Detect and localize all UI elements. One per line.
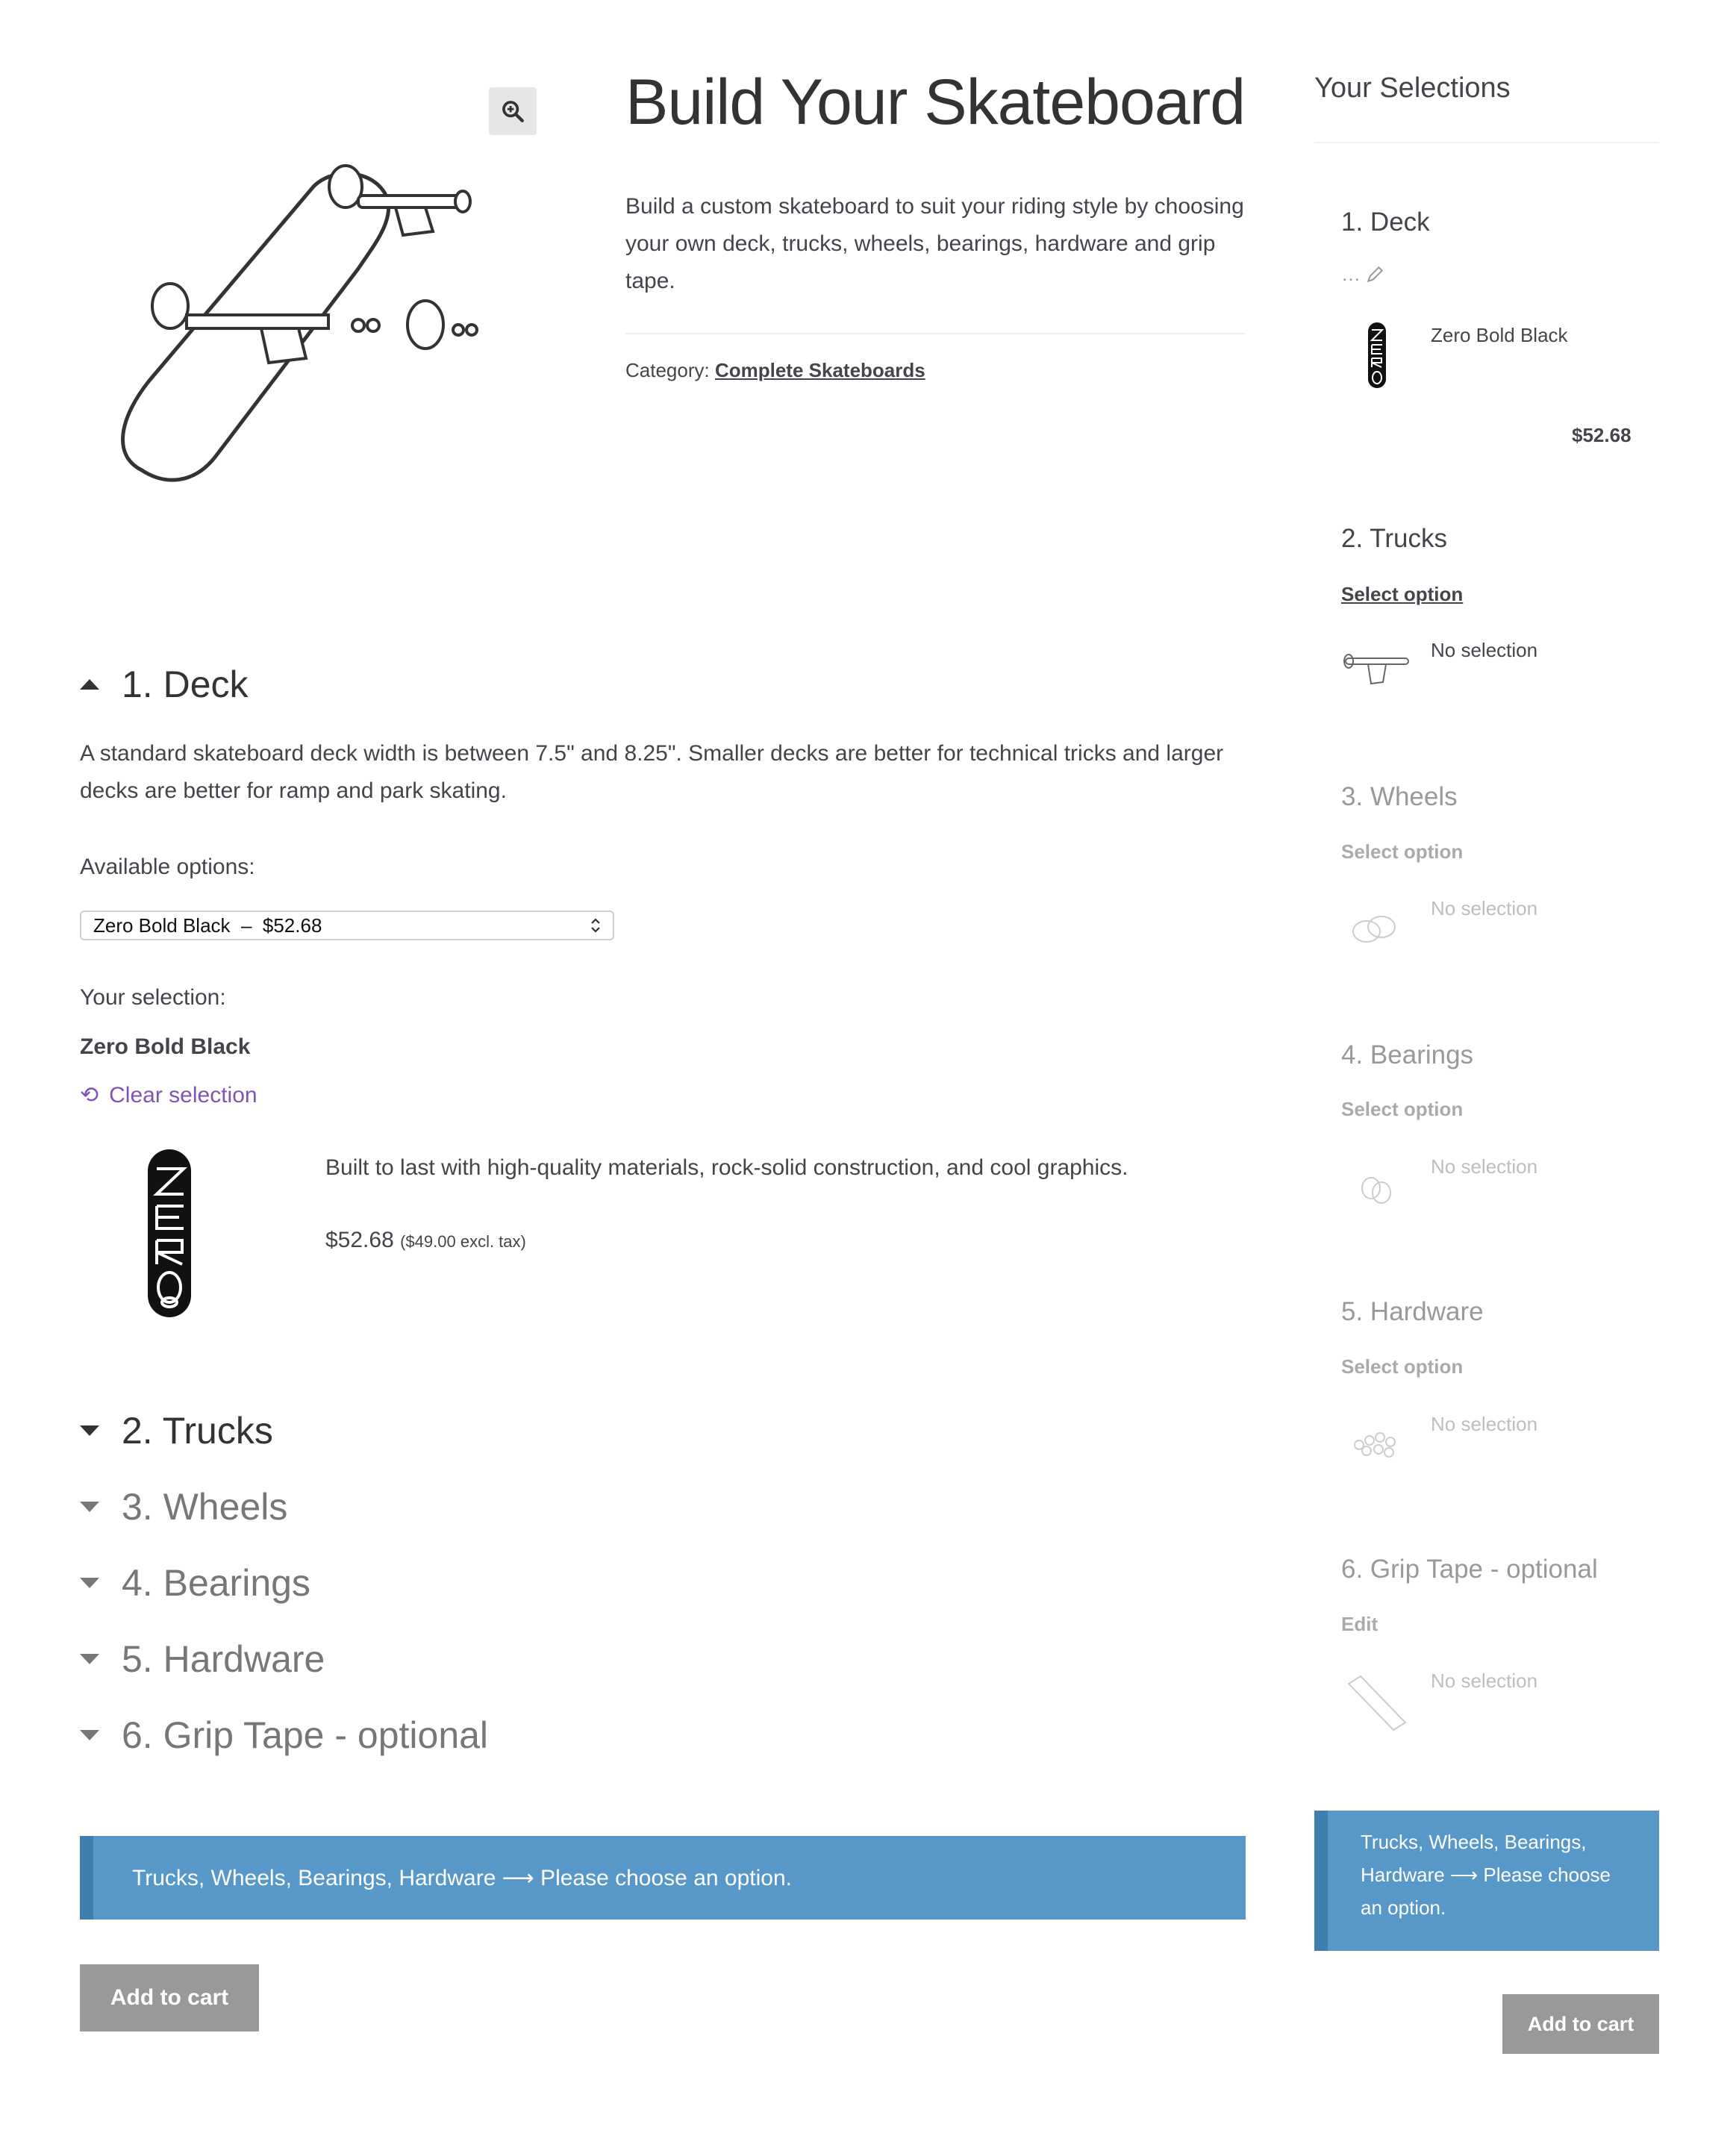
sidebar-wheels-no-selection: No selection	[1431, 897, 1538, 919]
section-grip-tape-title: 6. Grip Tape - optional	[122, 1714, 489, 1756]
section-wheels-title: 3. Wheels	[122, 1486, 288, 1528]
section-trucks-header[interactable]	[80, 1409, 273, 1452]
section-deck-header[interactable]	[80, 663, 249, 706]
price-value: $52.68	[325, 1228, 394, 1252]
expand-triangle-icon	[80, 1730, 99, 1740]
product-description: Build a custom skateboard to suit your riding style by choosing your own deck, trucks, wheels, bearings, hardware and grip tape.	[625, 194, 1244, 293]
add-to-cart-button[interactable]: Add to cart	[80, 1964, 259, 2031]
sidebar-deck-thumbnail	[1341, 319, 1413, 391]
bearings-thumbnail	[1341, 1152, 1413, 1224]
collapse-triangle-icon	[80, 679, 99, 690]
sidebar-hardware-no-selection: No selection	[1431, 1413, 1538, 1435]
refresh-icon: ⟲	[80, 1083, 99, 1108]
section-deck-title: 1. Deck	[122, 663, 249, 705]
price-excl-tax: ($49.00 excl. tax)	[400, 1232, 526, 1251]
section-bearings-header[interactable]	[80, 1561, 310, 1605]
sidebar-trucks-no-selection: No selection	[1431, 639, 1538, 661]
sidebar-divider	[1314, 142, 1659, 143]
available-options-label: Available options:	[80, 855, 255, 879]
deck-selected-option: Zero Bold Black – $52.68	[93, 913, 322, 937]
sidebar-grip-tape-edit[interactable]: Edit	[1341, 1613, 1379, 1635]
sidebar-step-trucks: 2. Trucks	[1341, 524, 1447, 553]
category-link[interactable]: Complete Skateboards	[714, 359, 925, 381]
category-label: Category:	[625, 359, 710, 381]
sidebar-bearings-no-selection: No selection	[1431, 1155, 1538, 1178]
item-description: Built to last with high-quality materials, rock-solid construction, and cool graphics.	[325, 1155, 1128, 1180]
expand-triangle-icon	[80, 1578, 99, 1588]
sidebar-deck-item: Zero Bold Black	[1431, 324, 1568, 346]
clear-selection-link[interactable]	[80, 1082, 257, 1108]
section-hardware-title: 5. Hardware	[122, 1638, 325, 1680]
wheels-thumbnail	[1341, 893, 1413, 964]
sidebar-bearings-select-option[interactable]: Select option	[1341, 1098, 1464, 1120]
skateboard-product-image[interactable]	[119, 142, 508, 493]
validation-notice: Trucks, Wheels, Bearings, Hardware ⟶ Please choose an option.	[80, 1836, 1246, 1920]
zoom-button[interactable]	[489, 87, 537, 135]
sidebar-grip-tape-no-selection: No selection	[1431, 1670, 1538, 1692]
section-grip-tape-header[interactable]	[80, 1714, 488, 1757]
chevron-updown-icon	[589, 916, 602, 934]
your-selection-label: Your selection:	[80, 985, 226, 1010]
sidebar-trucks-select-option[interactable]: Select option	[1341, 583, 1464, 605]
sidebar-validation-notice: Trucks, Wheels, Bearings, Hardware ⟶ Please choose an option.	[1314, 1811, 1659, 1951]
page-title: Build Your Skateboard	[625, 66, 1246, 138]
sidebar-step-deck-edit[interactable]	[1341, 263, 1384, 286]
sidebar-hardware-select-option[interactable]: Select option	[1341, 1355, 1464, 1378]
sidebar-step-wheels: 3. Wheels	[1341, 782, 1458, 811]
deck-option-select[interactable]	[80, 911, 614, 940]
ellipsis: …	[1341, 263, 1361, 285]
deck-description: A standard skateboard deck width is between 7.5" and 8.25". Smaller decks are better for technical tricks and larger decks are better for ramp and park skating.	[80, 741, 1224, 803]
sidebar-title: Your Selections	[1314, 72, 1511, 104]
hardware-thumbnail	[1341, 1408, 1413, 1479]
trucks-thumbnail	[1341, 633, 1413, 705]
section-wheels-header[interactable]	[80, 1485, 287, 1528]
deck-thumbnail-image	[82, 1142, 261, 1328]
sidebar-step-deck: 1. Deck	[1341, 207, 1430, 237]
section-hardware-header[interactable]	[80, 1637, 325, 1681]
sidebar-step-grip-tape: 6. Grip Tape - optional	[1341, 1555, 1598, 1584]
clear-selection-label: Clear selection	[109, 1082, 257, 1108]
sidebar-step-bearings: 4. Bearings	[1341, 1040, 1474, 1069]
expand-triangle-icon	[80, 1425, 99, 1436]
sidebar-step-hardware: 5. Hardware	[1341, 1297, 1484, 1326]
grip-tape-thumbnail	[1341, 1664, 1413, 1736]
section-trucks-title: 2. Trucks	[122, 1410, 273, 1452]
zoom-in-icon	[500, 99, 525, 124]
expand-triangle-icon	[80, 1654, 99, 1664]
divider	[625, 333, 1245, 334]
sidebar-wheels-select-option[interactable]: Select option	[1341, 840, 1464, 863]
sidebar-add-to-cart-button[interactable]: Add to cart	[1502, 1994, 1659, 2054]
section-bearings-title: 4. Bearings	[122, 1562, 310, 1604]
selection-name: Zero Bold Black	[80, 1034, 251, 1059]
product-category	[625, 359, 925, 382]
sidebar-deck-price: $52.68	[1572, 424, 1632, 446]
pencil-icon	[1365, 265, 1384, 284]
item-price	[325, 1228, 526, 1253]
expand-triangle-icon	[80, 1502, 99, 1512]
